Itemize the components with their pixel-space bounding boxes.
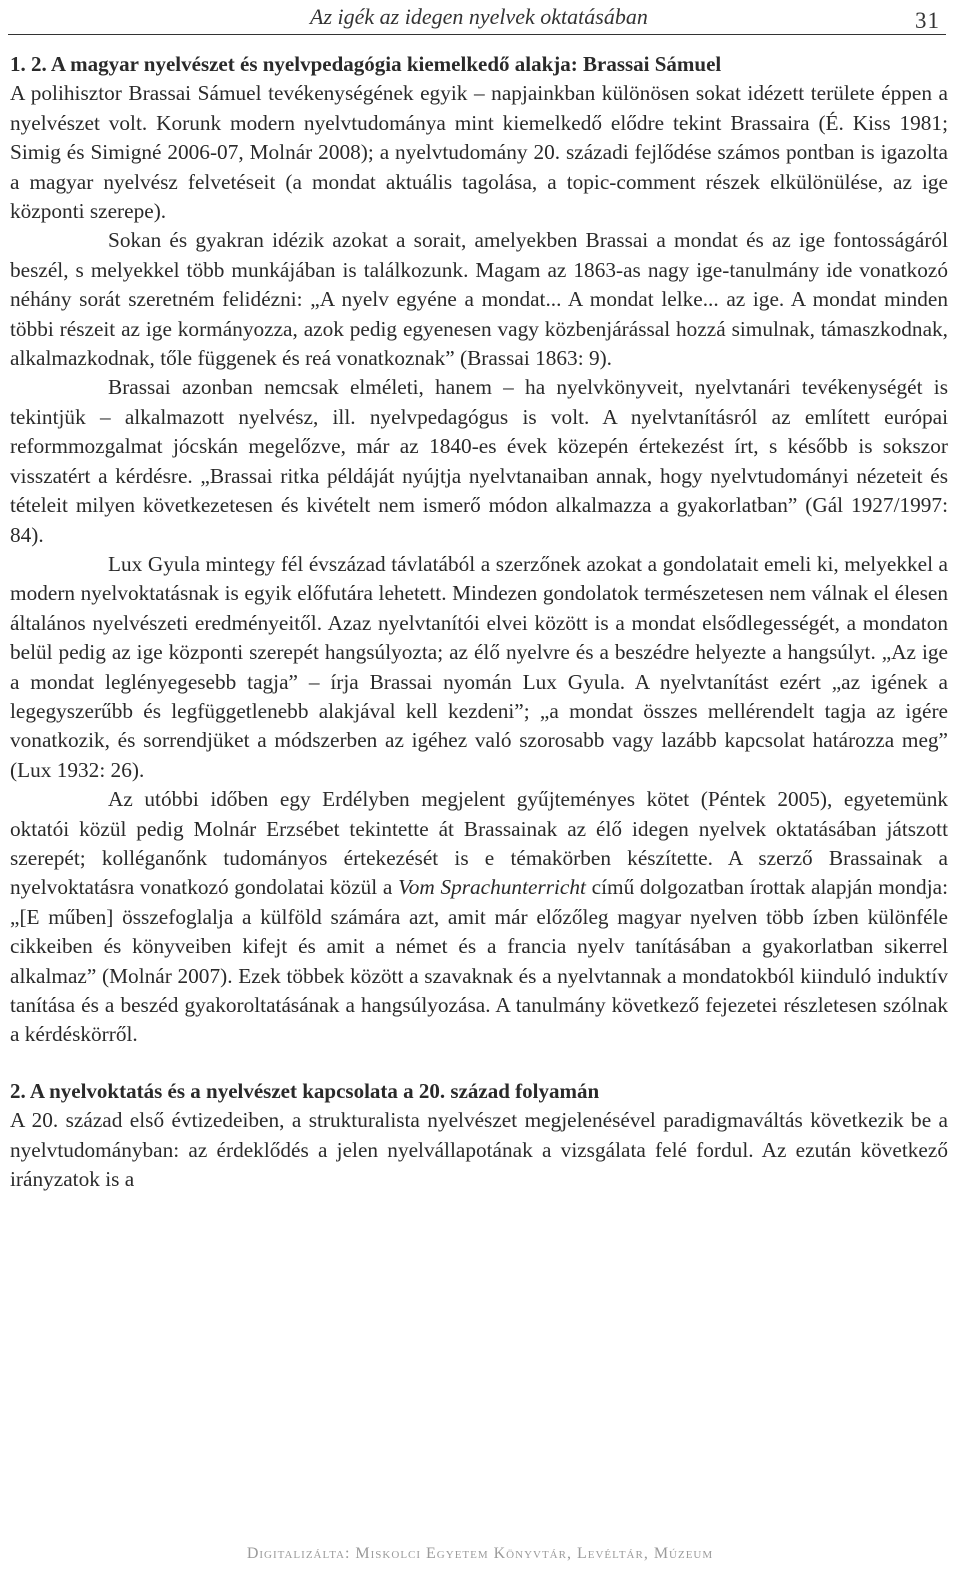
digitization-watermark: Digitalizálta: Miskolci Egyetem Könyvtár, Levéltár, Múzeum	[246, 1545, 714, 1562]
section-heading-2: 2. A nyelvoktatás és a nyelvészet kapcsolata a 20. század folyamán	[10, 1078, 600, 1103]
running-title: Az igék az idegen nyelvek oktatásában	[310, 4, 648, 29]
body-text	[10, 50, 948, 1194]
paragraph	[10, 785, 948, 1050]
work-title: Vom Sprachunterricht	[398, 875, 586, 900]
section-heading-1-2: 1. 2. A magyar nyelvészet és nyelvpedagógia kiemelkedő alakja: Brassai Sámuel	[10, 52, 722, 76]
paragraph: A 20. század első évtizedeiben, a strukturalista nyelvészet megjelenésével paradigmaváltás következik be a nyelvtudományban: az érdeklődés a jelen nyelvállapotának a vizsgálata felé fordul. Az ezután következő irányzatok is a	[10, 1108, 948, 1192]
paragraph-text: című dolgozatban írottak alapján mondja: „[E műben] összefoglalja a külföld számára azt, amit már előzőleg magyar nyelven több ízben különféle cikkeiben és könyveiben kifejt és amit a német és a francia nyelv tanításában a gyakorlatban sikerrel alkalmaz” (Molnár 2007). Ezek többek között a szavaknak és a nyelvtannak a mondatokból kiinduló induktív tanítása és a beszéd gyakoroltatásának a hangsúlyozása. A tanulmány következő fejezetei részletesen szólnak a kérdéskörről.	[10, 875, 948, 1047]
paragraph: Lux Gyula mintegy fél évszázad távlatából a szerzőnek azokat a gondolatait emeli ki, melyekkel a modern nyelvoktatásnak is egyik előfutára lehetett. Mindezen gondolatok természetesen nem válnak el élesen általános nyelvészeti eredményeitől. Azaz nyelvtanítói elvei között is a mondat elsődlegességét, a mondaton belül pedig az ige központi szerepét hangsúlyozta; az élő nyelvre és a beszédre helyezte a hangsúlyt. „Az ige a mondat leglényegesebb tagja” – írja Brassai nyomán Lux Gyula. A nyelvtanítást ezért „az igének a legegyszerűbb és legfüggetlenebb alakjával kell kezdeni”; „a mondat összes mellérendelt tagja az igére vonatkozik, és sorrendjüket a módszerben az igéhez való szorosabb vagy lazább kapcsolat határozza meg” (Lux 1932: 26).	[10, 551, 948, 782]
running-header	[8, 0, 946, 35]
paragraph: Sokan és gyakran idézik azokat a sorait, amelyekben Brassai a mondat és az ige fontosságáról beszél, s melyekkel több munkájában is találkozunk. Magam az 1863-as nagy ige-tanulmány ide vonatkozó néhány sorát szeretném felidézni: „A nyelv egyéne a mondat... A mondat lelke... az ige. A mondat minden többi részeit az ige kormányozza, azok pedig egyenesen vagy közbenjárással hozzá simulnak, támaszkodnak, alkalmazkodnak, tőle függenek és reá vonatkoznak” (Brassai 1863: 9).	[10, 228, 948, 371]
paragraph: Brassai azonban nemcsak elméleti, hanem – ha nyelvkönyveit, nyelvtanári tevékenységét is tekintjük – alkalmazott nyelvész, ill. nyelvpedagógus is volt. A nyelvtanításról az említett európai reformmozgalmat jócskán megelőzve, már az 1840-es évek közepén értekezést írt, s később is sokszor visszatért a kérdésre. „Brassai ritka példáját nyújtja nyelvtanaiban annak, hogy nyelvtudományi nézeteit és tételeit milyen következetesen és kivételt nem ismerő módon alkalmazza a gyakorlatban” (Gál 1927/1997: 84).	[10, 375, 948, 547]
paragraph-text: Az utóbbi időben egy Erdélyben megjelent gyűjteményes kötet (Péntek 2005), egyetemünk oktatói közül pedig Molnár Erzsébet tekintette át Brassainak az élő idegen nyelvek oktatásában játszott szerepét; kolléganőnk tudományos értekezését is e témakörben készítette. A szerző Brassainak a nyelvoktatásra vonatkozó gondolatai közül a	[10, 787, 948, 900]
page-number: 31	[915, 8, 940, 33]
paragraph: A polihisztor Brassai Sámuel tevékenységének egyik – napjainkban különösen sokat idézett területe éppen a nyelvészet volt. Korunk modern nyelvtudománya mint kiemelkedő elődre tekint Brassaira (É. Kiss 1981; Simig és Simigné 2006-07, Molnár 2008); a nyelvtudomány 20. századi fejlődése számos pontban is igazolta a magyar nyelvész felvetéseit (a mondat aktuális tagolása, a topic-comment részek elkülönülése, az ige központi szerepe).	[10, 81, 948, 224]
section-spacer	[10, 1050, 948, 1077]
